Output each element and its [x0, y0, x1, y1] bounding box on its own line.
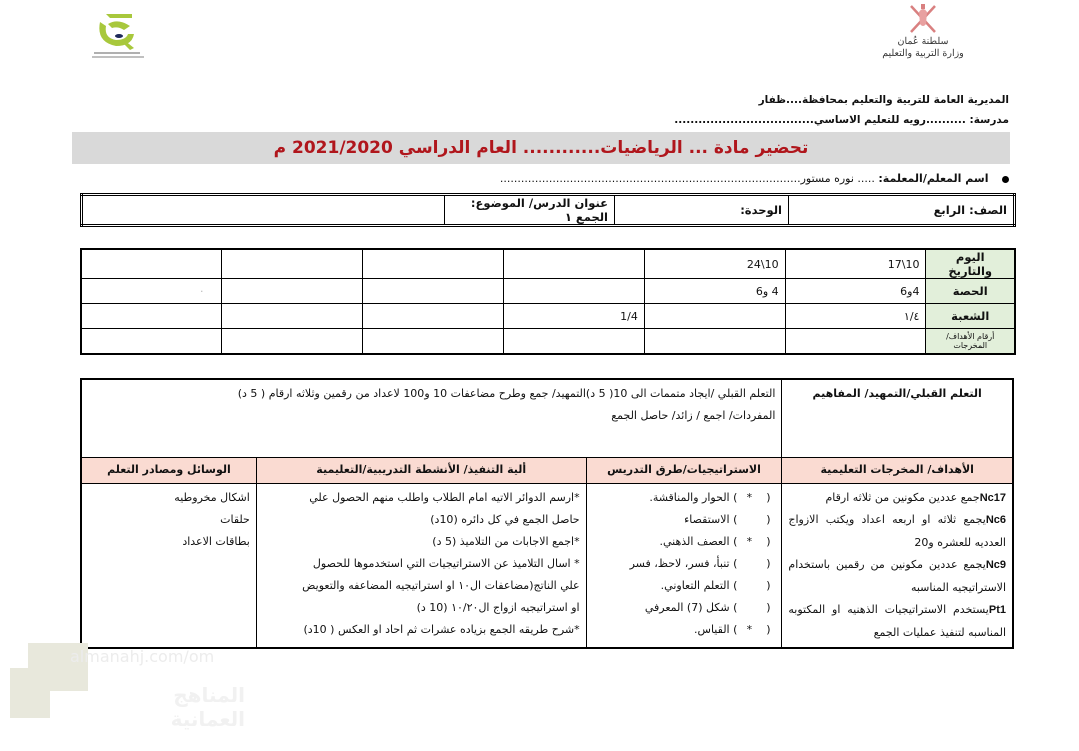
schedule-cell: [81, 304, 222, 329]
watermark-arabic: المناهج العمانية: [170, 683, 245, 731]
strategy-checkmark: *: [746, 490, 753, 504]
activities-cell: [256, 483, 586, 648]
strategies-cell: [586, 483, 782, 648]
schedule-cell: [363, 249, 504, 279]
schedule-cell: 4 و6: [644, 279, 785, 304]
schedule-cell: [222, 249, 363, 279]
schedule-cell: [222, 304, 363, 329]
title-bar: [72, 132, 1010, 164]
watermark-square-icon: [10, 668, 50, 718]
quality-logo-icon: [78, 8, 158, 60]
row-label-goal-numbers: أرقام الأهداف/المخرجات: [926, 329, 1015, 354]
grade-cell: الصف: الرابع: [789, 195, 1015, 226]
activity-line: *ارسم الدوائر الاتيه امام الطلاب واطلب منهم الحصول علي: [309, 490, 580, 504]
activity-line: *شرح طريقه الجمع بزياده عشرات ثم احاد او العكس ( 10د): [303, 622, 580, 636]
concepts-body: [81, 379, 782, 457]
activity-line: او استراتيجيه ازواج ال١٠/٢٠ (10 د): [416, 600, 580, 614]
column-header-goals: الأهداف/ المخرجات التعليمية: [782, 457, 1013, 483]
strategy-item: ( ) التعلم التعاوني.: [660, 578, 771, 592]
oman-ministry-logo: [878, 2, 968, 76]
schedule-cell: 10\17: [785, 249, 926, 279]
concepts-row: [81, 379, 1013, 457]
schedule-cell: [644, 329, 785, 354]
column-header-activities: ألية التنفيذ/ الأنشطة التدريبية/التعليمية: [256, 457, 586, 483]
oman-emblem-icon: [906, 2, 940, 36]
lesson-info-table: [80, 193, 1016, 227]
goal-item: Nc9يجمع عددين مكونين من رقمين باستخدام الاستراتيجيه المناسبه: [788, 558, 1006, 594]
activity-line: *اجمع الاجابات من التلاميذ (5 د): [432, 534, 580, 548]
schedule-cell: 4و6: [785, 279, 926, 304]
column-header-resources: الوسائل ومصادر التعلم: [81, 457, 256, 483]
resources-cell: [81, 483, 256, 648]
teacher-value: ..... نوره مستور......................................................................................: [499, 172, 875, 185]
schedule-cell: [222, 329, 363, 354]
qms-logo: [78, 8, 158, 60]
activity-line: * اسال التلاميذ عن الاستراتيجيات التي استخدموها للحصول: [312, 556, 580, 570]
strategy-checkmark: *: [746, 534, 753, 548]
lesson-plan-table: [80, 378, 1014, 649]
strategy-item: ( * ) القياس.: [593, 619, 776, 641]
strategy-item: ( ) الاستقصاء: [684, 512, 771, 526]
schedule-row-goals: [81, 329, 1015, 354]
schedule-cell: [504, 329, 645, 354]
row-label-period: الحصة: [926, 279, 1015, 304]
school-line: مدرسة: ..........رويه للتعليم الاساسي...................................: [674, 114, 1009, 126]
concepts-line-2: المفردات/ اجمع / زائد/ حاصل الجمع: [611, 409, 776, 422]
concepts-label: التعلم القبلي/التمهيد/ المفاهيم: [782, 379, 1013, 457]
goal-item: Nc17جمع عددين مكونين من ثلاثه ارقام: [825, 490, 1006, 504]
concepts-line-1: التعلم القبلي /ايجاد متممات الى 10( 5 د)التمهيد/ جمع وطرح مضاعفات 10 و100 لاعداد من رقمين وثلاثه ارقام ( 5 د): [237, 387, 776, 400]
row-label-date: اليوم والتاريخ: [926, 249, 1015, 279]
activity-line: حاصل الجمع في كل دائره (10د): [430, 512, 580, 526]
strategy-item: ( ) تنبأ، فسر، لاحظ، فسر: [629, 556, 771, 570]
ministry-name-line2: وزارة التربية والتعليم: [882, 48, 964, 59]
teacher-label: اسم المعلم/المعلمة:: [878, 172, 989, 185]
watermark-url: almanahj.com/om: [70, 647, 215, 666]
goals-cell: [782, 483, 1013, 648]
row-label-section: الشعبة: [926, 304, 1015, 329]
unit-cell: الوحدة:: [615, 195, 789, 226]
bullet-icon: [1002, 176, 1009, 183]
schedule-cell: [81, 329, 222, 354]
schedule-cell: [363, 304, 504, 329]
schedule-cell: [363, 279, 504, 304]
schedule-row-period: [81, 279, 1015, 304]
schedule-cell: [785, 329, 926, 354]
page-title: تحضير مادة ... الرياضيات............ العام الدراسي 2021/2020 م: [273, 138, 809, 158]
schedule-cell: [363, 329, 504, 354]
goal-item: Nc6يجمع ثلاثه او اربعه اعداد ويكتب الازواج العدديه للعشره و20: [788, 513, 1006, 549]
activity-line: علي الناتج(مضاعفات ال١٠ او استراتيجيه المضاعفه والتعويض: [302, 578, 580, 592]
resource-item: حلقات: [220, 512, 250, 526]
schedule-cell: ١/٤: [785, 304, 926, 329]
resource-item: اشكال مخروطيه: [174, 490, 250, 504]
strategy-item: ( * ) الحوار والمناقشة.: [593, 487, 776, 509]
strategy-checkmark: *: [746, 622, 753, 636]
column-header-strategies: الاستراتيجيات/طرق التدريس: [586, 457, 782, 483]
schedule-cell: 10\24: [644, 249, 785, 279]
directorate-line: المديرية العامة للتربية والتعليم بمحافظة....ظفار: [758, 94, 1009, 106]
plan-column-headers: [81, 457, 1013, 483]
schedule-table: [80, 248, 1016, 355]
schedule-cell: [644, 304, 785, 329]
watermark: [10, 643, 245, 731]
schedule-cell: [222, 279, 363, 304]
resource-item: بطاقات الاعداد: [182, 534, 250, 548]
goal-item: Pt1يستخدم الاستراتيجيات الذهنيه او المكتوبه المناسبه لتنفيذ عمليات الجمع: [788, 603, 1006, 639]
schedule-row-date: [81, 249, 1015, 279]
strategy-item: ( ) شكل (7) المعرفي: [644, 600, 771, 614]
schedule-row-section: [81, 304, 1015, 329]
teacher-line: [500, 172, 1009, 185]
info-extra-cell: [82, 195, 445, 226]
plan-content-row: [81, 483, 1013, 648]
schedule-cell: [504, 279, 645, 304]
schedule-cell: ·: [81, 279, 222, 304]
lesson-title-cell: عنوان الدرس/ الموضوع: الجمع ١: [445, 195, 615, 226]
schedule-cell: 1/4: [504, 304, 645, 329]
schedule-cell: [504, 249, 645, 279]
schedule-cell: [81, 249, 222, 279]
ministry-name-line1: سلطنة عُمان: [897, 36, 949, 47]
strategy-item: ( * ) العصف الذهني.: [593, 531, 776, 553]
